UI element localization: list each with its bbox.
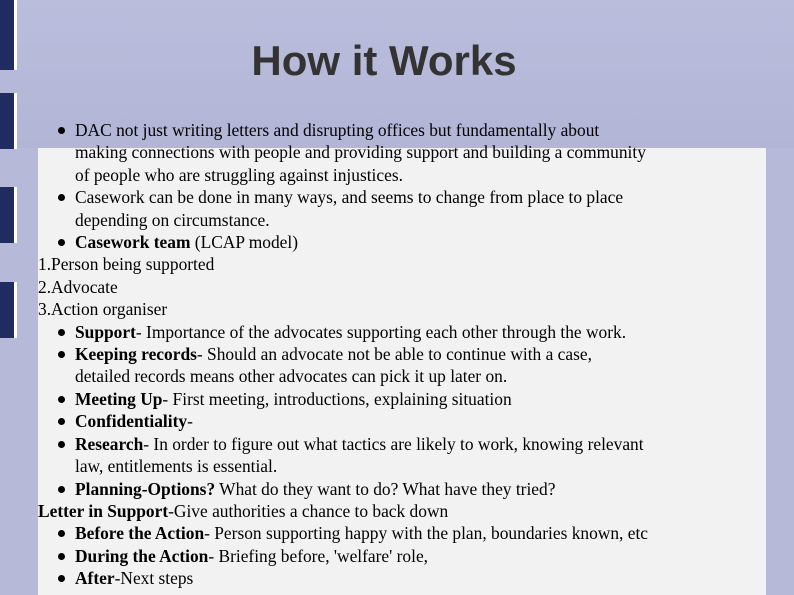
list-item: Casework team (LCAP model) — [38, 231, 760, 253]
bullet-list — [38, 119, 760, 590]
numbered-item: 2.Advocate — [38, 276, 118, 297]
numbered-item: 1.Person being supported — [38, 254, 215, 275]
list-item: Research- In order to figure out what tactics are likely to work, knowing relevant law, entitlements is essential. — [38, 433, 760, 478]
list-item: Confidentiality- — [38, 410, 760, 432]
list-item: Casework can be done in many ways, and seems to change from place to place depending on circumstance. — [38, 186, 760, 231]
list-item: DAC not just writing letters and disrupting offices but fundamentally about making connections with people and providing support and building a community of people who are struggling against injustices. — [38, 119, 760, 186]
slide-title: How it Works — [251, 37, 517, 84]
list-item: During the Action- Briefing before, 'welfare' role, — [38, 545, 760, 567]
side-marker-4 — [0, 282, 14, 338]
list-item: Keeping records- Should an advocate not be able to continue with a case, detailed records means other advocates can pick it up later on. — [38, 343, 760, 388]
list-item: Letter in Support-Give authorities a chance to back down — [38, 500, 449, 521]
list-item: Before the Action- Person supporting happy with the plan, boundaries known, etc — [38, 522, 760, 544]
side-marker-3 — [0, 187, 14, 243]
list-item: Support- Importance of the advocates supporting each other through the work. — [38, 321, 760, 343]
side-marker-2 — [0, 93, 14, 149]
numbered-item: 3.Action organiser — [38, 299, 168, 320]
list-item: Meeting Up- First meeting, introductions, explaining situation — [38, 388, 760, 410]
list-item: After-Next steps — [38, 567, 760, 589]
list-item: Planning-Options? What do they want to do? What have they tried? — [38, 478, 760, 500]
